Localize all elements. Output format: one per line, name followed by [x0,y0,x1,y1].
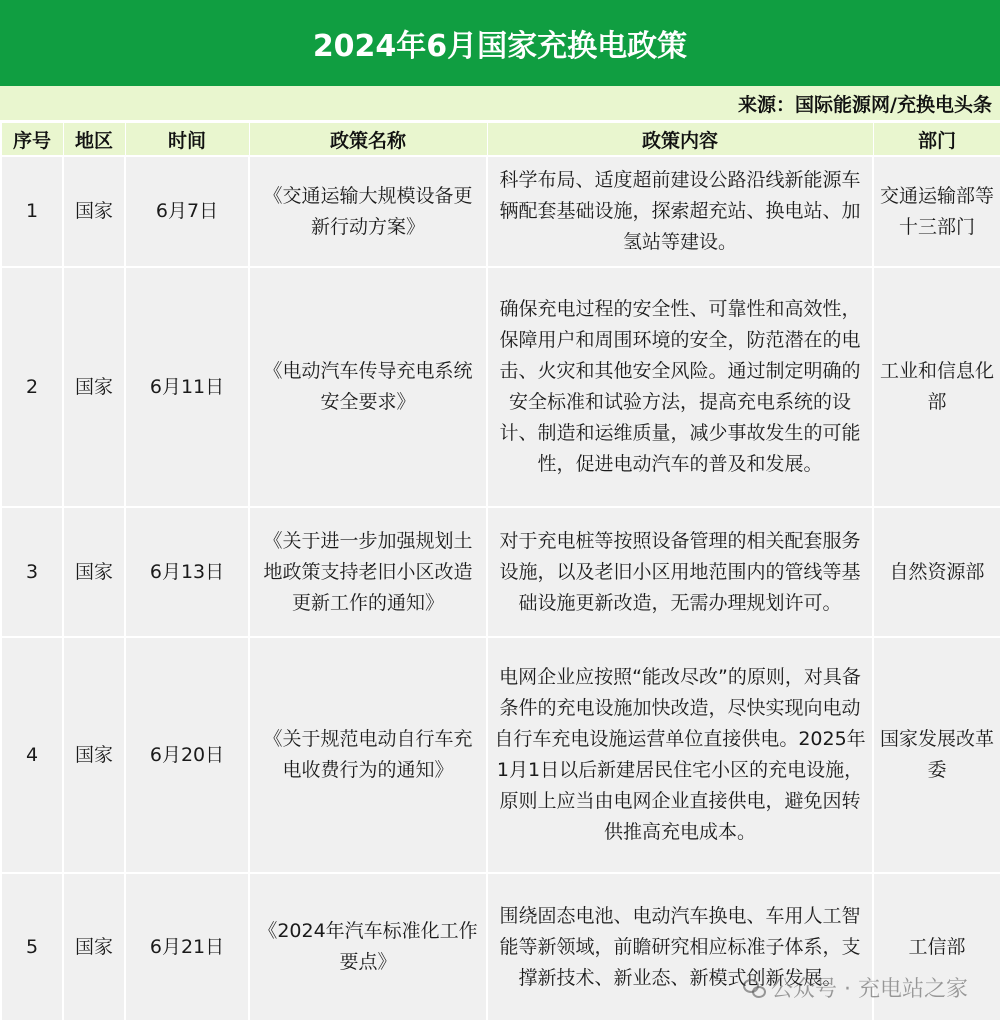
row-policy-content: 对于充电桩等按照设备管理的相关配套服务设施，以及老旧小区用地范围内的管线等基础设施更新改造，无需办理规划许可。 [487,507,873,637]
row-date: 6月20日 [125,637,249,873]
row-policy-name: 《交通运输大规模设备更新行动方案》 [249,156,487,267]
row-date: 6月7日 [125,156,249,267]
row-region: 国家 [63,156,125,267]
row-region: 国家 [63,507,125,637]
watermark-text: 公众号 · 充电站之家 [771,977,968,1002]
row-policy-name: 《电动汽车传导充电系统安全要求》 [249,267,487,507]
header-policy-content: 政策内容 [487,123,873,157]
source-note: 来源：国际能源网/充换电头条 [0,86,1000,122]
header-department: 部门 [873,123,1000,157]
table-row [1,267,1000,507]
header-policy-name: 政策名称 [249,123,487,157]
table-row [1,507,1000,637]
table-header-row [1,123,1000,157]
header-date: 时间 [125,123,249,157]
wechat-icon [743,979,765,997]
row-no: 2 [1,267,63,507]
row-department: 国家发展改革委 [873,637,1000,873]
row-no: 3 [1,507,63,637]
header-no: 序号 [1,123,63,157]
row-region: 国家 [63,267,125,507]
policy-table [0,122,1000,1022]
row-policy-name: 《2024年汽车标准化工作要点》 [249,873,487,1021]
row-department: 自然资源部 [873,507,1000,637]
row-no: 4 [1,637,63,873]
row-no: 5 [1,873,63,1021]
row-department: 交通运输部等十三部门 [873,156,1000,267]
row-region: 国家 [63,637,125,873]
header-region: 地区 [63,123,125,157]
table-row [1,637,1000,873]
row-department: 工信部 [873,873,1000,1021]
row-date: 6月21日 [125,873,249,1021]
row-policy-name: 《关于规范电动自行车充电收费行为的通知》 [249,637,487,873]
table-row [1,156,1000,267]
watermark [743,972,968,1003]
row-policy-content: 围绕固态电池、电动汽车换电、车用人工智能等新领域，前瞻研究相应标准子体系，支撑新技术、新业态、新模式创新发展。 [487,873,873,1021]
table-title: 2024年6月国家充换电政策 [0,0,1000,86]
row-policy-content: 电网企业应按照“能改尽改”的原则，对具备条件的充电设施加快改造，尽快实现向电动自行车充电设施运营单位直接供电。2025年1月1日以后新建居民住宅小区的充电设施，原则上应当由电网企业直接供电，避免因转供推高充电成本。 [487,637,873,873]
row-policy-name: 《关于进一步加强规划土地政策支持老旧小区改造更新工作的通知》 [249,507,487,637]
row-date: 6月13日 [125,507,249,637]
row-policy-content: 确保充电过程的安全性、可靠性和高效性，保障用户和周围环境的安全，防范潜在的电击、火灾和其他安全风险。通过制定明确的安全标准和试验方法，提高充电系统的设计、制造和运维质量，减少事故发生的可能性，促进电动汽车的普及和发展。 [487,267,873,507]
row-region: 国家 [63,873,125,1021]
row-date: 6月11日 [125,267,249,507]
row-policy-content: 科学布局、适度超前建设公路沿线新能源车辆配套基础设施，探索超充站、换电站、加氢站等建设。 [487,156,873,267]
row-department: 工业和信息化部 [873,267,1000,507]
row-no: 1 [1,156,63,267]
